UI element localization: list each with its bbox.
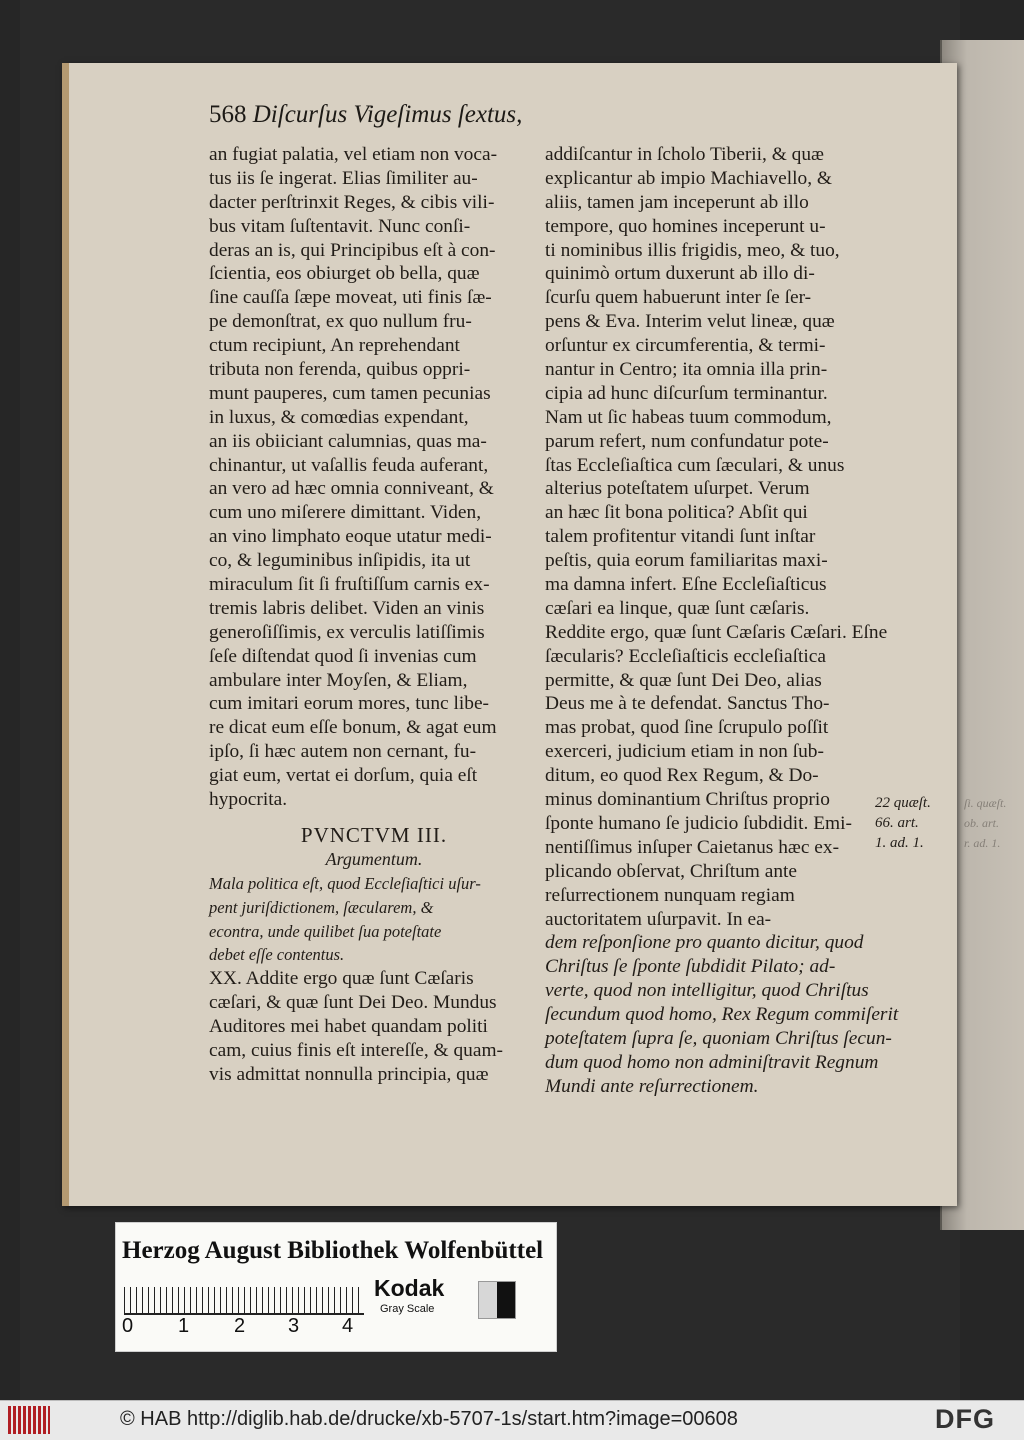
text-line: ſtas Eccleſiaſtica cum ſæculari, & unus bbox=[545, 454, 845, 476]
text-line: quinimò ortum duxerunt ab illo di- bbox=[545, 263, 815, 285]
text-line: cæſari ea linque, quæ ſunt cæſaris. bbox=[545, 597, 810, 619]
text-line: ſponte humano ſe judicio ſubdidit. Emi- bbox=[545, 812, 852, 834]
library-name: Herzog August Bibliothek Wolfenbüttel bbox=[122, 1237, 544, 1264]
text-line: ſeſe diſtendat quod ſi invenias cum bbox=[209, 645, 477, 667]
gray-scale-patch bbox=[478, 1281, 516, 1319]
book-page bbox=[62, 63, 957, 1206]
argumentum-line: debet eſſe contentus. bbox=[209, 945, 345, 965]
page-number: 568 Diſcurſus Vigeſimus ſextus, bbox=[209, 101, 523, 128]
text-line: ſcurſu quem habuerunt inter ſe ſer- bbox=[545, 287, 812, 309]
running-head: Diſcurſus Vigeſimus ſextus, bbox=[252, 101, 523, 128]
text-line: verte, quod non intelligitur, quod Chriſtus bbox=[545, 980, 869, 1002]
text-line: Deus me à te defendat. Sanctus Tho- bbox=[545, 693, 830, 715]
text-line: an iis obiiciant calumnias, quas ma- bbox=[209, 430, 487, 452]
argumentum-line: pent juriſdictionem, ſæcularem, & bbox=[209, 897, 434, 917]
kodak-logo: Kodak bbox=[374, 1275, 445, 1301]
marginal-note-3: 1. ad. 1. bbox=[875, 835, 924, 851]
text-line: Reddite ergo, quæ ſunt Cæſaris Cæſari. Eſne bbox=[545, 621, 888, 643]
text-line: Auditores mei habet quandam politi bbox=[209, 1016, 488, 1038]
text-line: explicantur ab impio Machiavello, & bbox=[545, 167, 833, 189]
ruler-number-4: 4 bbox=[342, 1315, 354, 1337]
text-line: dum quod homo non adminiſtravit Regnum bbox=[545, 1051, 879, 1073]
text-line: cum imitari eorum mores, tunc libe- bbox=[209, 693, 490, 715]
text-line: mas probat, quod ſine ſcrupulo poſſit bbox=[545, 717, 829, 739]
text-line: ſecundum quod homo, Rex Regum commiſerit bbox=[545, 1004, 899, 1026]
text-line: an fugiat palatia, vel etiam non voca- bbox=[209, 144, 498, 165]
text-line: generoſiſſimis, ex verculis latiſſimis bbox=[209, 621, 485, 643]
text-line: miraculum ſit ſi fruſtiſſum carnis ex- bbox=[209, 574, 490, 596]
text-line: orſuntur ex circumferentia, & termi- bbox=[545, 335, 826, 357]
ruler-number-0: 0 bbox=[122, 1315, 134, 1337]
text-line: an hæc ſit bona politica? Abſit qui bbox=[545, 502, 808, 524]
text-line: aliis, tamen jam inceperunt ab illo bbox=[545, 191, 809, 213]
scan-label-card bbox=[115, 1222, 557, 1352]
ghost-note-2: ob. art. bbox=[964, 816, 1000, 830]
left-column bbox=[209, 143, 539, 1087]
argumentum-label: Argumentum. bbox=[325, 848, 423, 869]
text-line: reſurrectionem nunquam regiam bbox=[545, 884, 795, 906]
dfg-logo: DFG bbox=[935, 1404, 995, 1434]
barcode-icon bbox=[8, 1406, 50, 1434]
text-line: minus dominantium Chriſtus proprio bbox=[545, 789, 830, 811]
text-line: plicando obſervat, Chriſtum ante bbox=[545, 860, 798, 882]
text-line: nentiſſimus inſuper Caietanus hæc ex- bbox=[545, 836, 840, 858]
ghost-note-3: r. ad. 1. bbox=[964, 836, 1001, 850]
argumentum-line: Mala politica eſt, quod Eccleſiaſtici uſur- bbox=[209, 873, 481, 893]
text-line: nantur in Centro; ita omnia illa prin- bbox=[545, 359, 828, 381]
scale-ruler bbox=[124, 1287, 364, 1313]
marginal-note-1: 22 quæſt. bbox=[875, 795, 931, 811]
text-line: pe demonſtrat, ex quo nullum fru- bbox=[209, 311, 472, 333]
text-line: ipſo, ſi hæc autem non cernant, fu- bbox=[209, 741, 477, 763]
text-line: an vero ad hæc omnia conniveant, & bbox=[209, 478, 494, 500]
text-line: ambulare inter Moyſen, & Eliam, bbox=[209, 669, 468, 691]
text-line: talem profitentur vitandi ſunt inſtar bbox=[545, 526, 816, 548]
text-line: ſine cauſſa ſæpe moveat, uti finis ſæ- bbox=[209, 287, 492, 309]
text-line: dacter perſtrinxit Reges, & cibis vili- bbox=[209, 191, 495, 213]
text-line: co, & leguminibus inſipidis, ita ut bbox=[209, 550, 471, 572]
text-line: vis admittat nonnulla principia, quæ bbox=[209, 1063, 489, 1085]
text-line: an vino limphato eoque utatur medi- bbox=[209, 526, 492, 548]
text-line: pens & Eva. Interim velut lineæ, quæ bbox=[545, 311, 835, 333]
text-line: ctum recipiunt, An reprehendant bbox=[209, 335, 460, 357]
text-line: re dicat eum eſſe bonum, & agat eum bbox=[209, 717, 497, 739]
ruler-number-2: 2 bbox=[234, 1315, 246, 1337]
text-line: Mundi ante reſurrectionem. bbox=[545, 1075, 759, 1097]
text-line: tus iis ſe ingerat. Elias ſimiliter au- bbox=[209, 167, 478, 189]
punctum-heading: PVNCTVM III. bbox=[300, 822, 448, 847]
text-line: addiſcantur in ſcholo Tiberii, & quæ bbox=[545, 144, 824, 165]
text-line: poteſtatem ſupra ſe, quoniam Chriſtus ſecun- bbox=[545, 1027, 892, 1049]
argumentum-line: econtra, unde quilibet ſua poteſtate bbox=[209, 921, 442, 941]
text-line: auctoritatem uſurpavit. In ea- bbox=[545, 908, 772, 930]
text-line: munt pauperes, cum tamen pecunias bbox=[209, 382, 491, 404]
marginal-note-2: 66. art. bbox=[875, 815, 919, 831]
text-line: giat eum, vertat ei dorſum, quia eſt bbox=[209, 765, 478, 787]
argumentum-lines bbox=[209, 872, 539, 968]
text-line: chinantur, ut vaſallis feuda auferant, bbox=[209, 454, 489, 476]
text-line: exerceri, judicium etiam in non ſub- bbox=[545, 741, 824, 763]
ghost-note-1: ſi. quæſt. bbox=[964, 796, 1007, 810]
text-line: cæſari, & quæ ſunt Dei Deo. Mundus bbox=[209, 992, 497, 1014]
text-line: Nam ut ſic habeas tuum commodum, bbox=[545, 406, 832, 428]
text-line: Chriſtus ſe ſponte ſubdidit Pilato; ad- bbox=[545, 956, 836, 978]
text-line: ditum, eo quod Rex Regum, & Do- bbox=[545, 765, 819, 787]
text-line: ti nominibus illis frigidis, meo, & tuo, bbox=[545, 239, 840, 261]
text-line: ma damna infert. Eſne Eccleſiaſticus bbox=[545, 574, 827, 596]
text-line: tributa non ferenda, quibus oppri- bbox=[209, 359, 471, 381]
text-line: dem reſponſione pro quanto dicitur, quod bbox=[545, 932, 864, 954]
text-line: tempore, quo homines inceperunt u- bbox=[545, 215, 826, 237]
footer-bar bbox=[0, 1400, 1024, 1440]
paragraph-xx bbox=[209, 967, 539, 1086]
text-line: cipia ad hunc diſcurſum terminantur. bbox=[545, 382, 828, 404]
text-line: ſæcularis? Eccleſiaſticis eccleſiaſtica bbox=[545, 645, 827, 667]
text-line: tremis labris delibet. Viden an vinis bbox=[209, 597, 485, 619]
text-line: hypocrita. bbox=[209, 789, 288, 811]
ruler-number-1: 1 bbox=[178, 1315, 190, 1337]
text-line: deras an is, qui Principibus eſt à con- bbox=[209, 239, 496, 261]
text-line: alterius poteſtatem uſurpet. Verum bbox=[545, 478, 810, 500]
text-line: cum uno miſerere dimittant. Viden, bbox=[209, 502, 482, 524]
text-line: in luxus, & comœdias expendant, bbox=[209, 406, 469, 428]
text-line: peſtis, quia eorum familiaritas maxi- bbox=[545, 550, 828, 572]
kodak-gray-scale-label: Gray Scale bbox=[380, 1303, 435, 1315]
text-line: bus vitam ſuſtentavit. Nunc conſi- bbox=[209, 215, 471, 237]
text-line: cam, cuius finis eſt intereſſe, & quam- bbox=[209, 1039, 504, 1061]
copyright-link[interactable]: © HAB http://diglib.hab.de/drucke/xb-5707-1s/start.htm?image=00608 bbox=[120, 1408, 738, 1430]
text-line: XX. Addite ergo quæ ſunt Cæſaris bbox=[209, 968, 474, 990]
left-column-lines bbox=[209, 143, 539, 812]
text-line: parum refert, num confundatur pote- bbox=[545, 430, 829, 452]
text-line: permitte, & quæ ſunt Dei Deo, alias bbox=[545, 669, 822, 691]
ruler-number-3: 3 bbox=[288, 1315, 300, 1337]
text-line: ſcientia, eos obiurget ob bella, quæ bbox=[209, 263, 480, 285]
